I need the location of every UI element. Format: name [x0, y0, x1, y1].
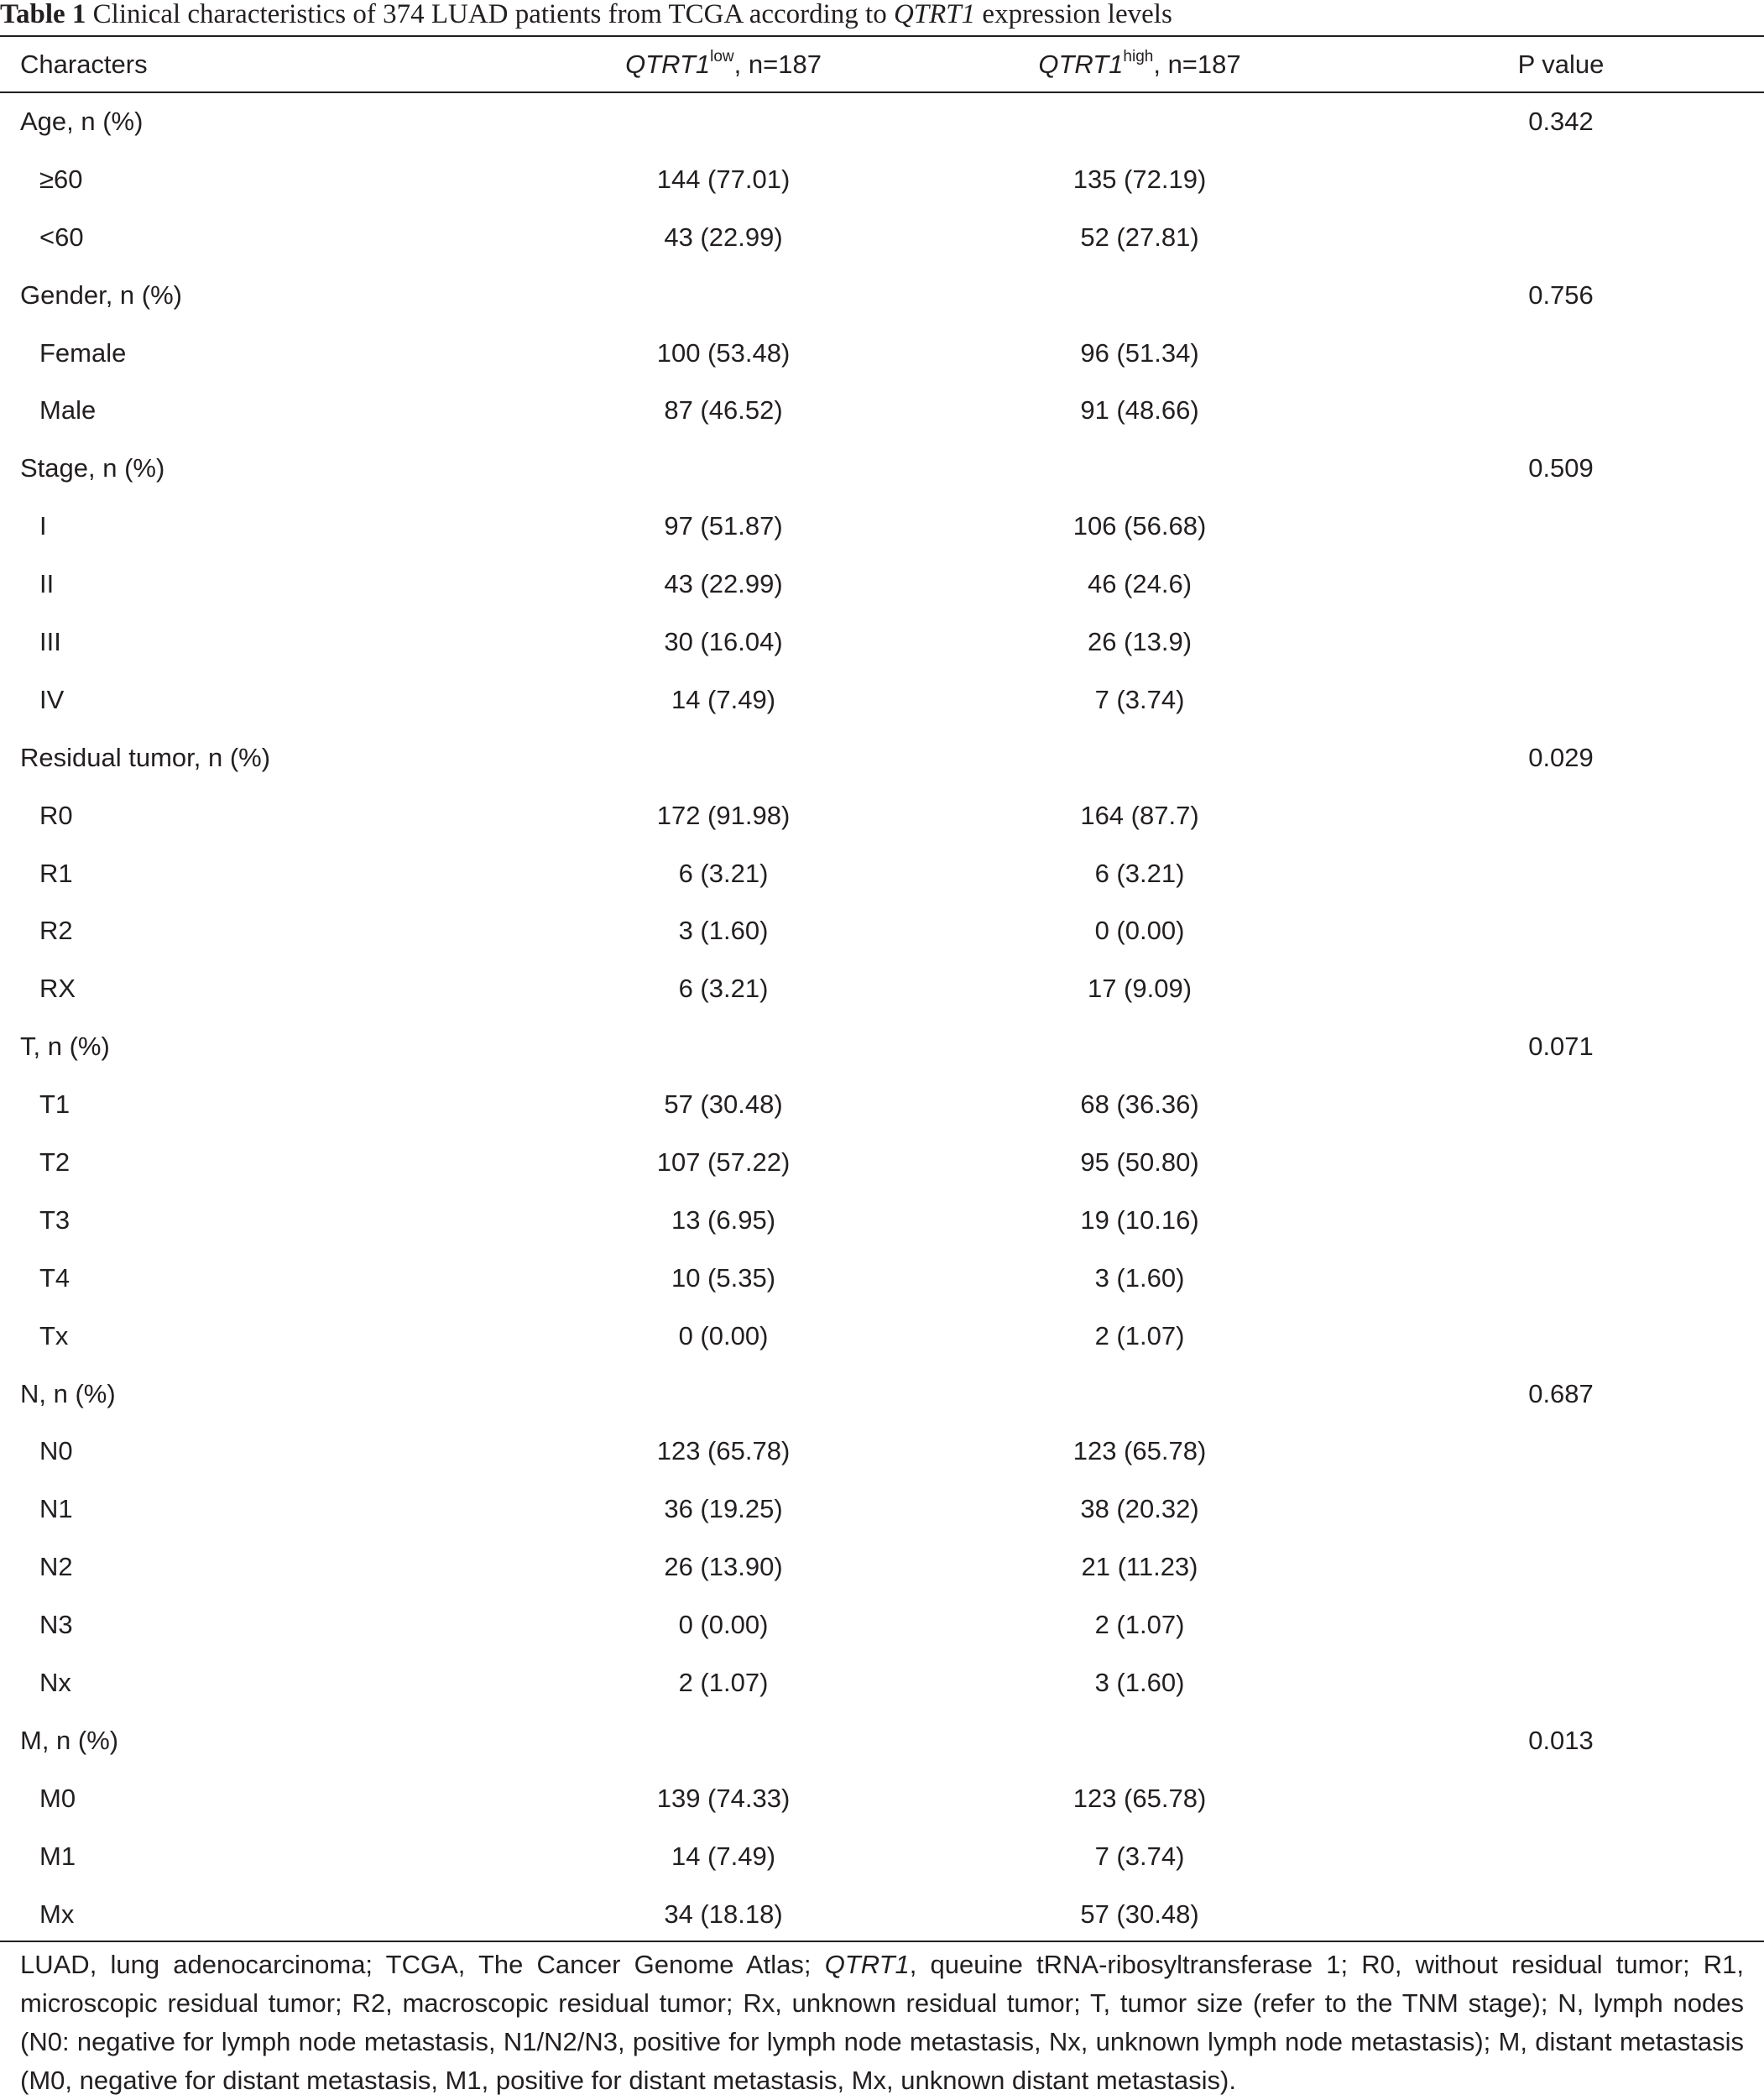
- cell-p-value: [1427, 1250, 1695, 1308]
- cell-qtrt1-low: 14 (7.49): [671, 684, 776, 714]
- cell-characteristic: M1: [39, 1841, 76, 1871]
- cell-p-value: [1427, 1134, 1695, 1192]
- cell-characteristic: I: [39, 511, 47, 541]
- cell-p-value: [1427, 845, 1695, 903]
- cell-qtrt1-high: 7 (3.74): [1094, 1841, 1185, 1871]
- cell-qtrt1-high: [997, 440, 1282, 498]
- cell-characteristic: Tx: [39, 1320, 69, 1350]
- cell-qtrt1-low: 139 (74.33): [656, 1783, 791, 1813]
- cell-p-value: [1427, 209, 1695, 267]
- table-row: [0, 325, 1764, 383]
- caption-gene: QTRT1: [893, 0, 976, 29]
- table-group-row: [0, 1712, 1764, 1770]
- footnote-part1: LUAD, lung adenocarcinoma; TCGA, The Cancer Genome Atlas;: [20, 1950, 825, 1979]
- cell-qtrt1-low: 0 (0.00): [678, 1320, 769, 1350]
- cell-characteristic: R2: [39, 916, 73, 946]
- cell-qtrt1-low: 87 (46.52): [664, 395, 783, 426]
- cell-qtrt1-high: 57 (30.48): [1080, 1899, 1199, 1929]
- cell-p-value: 0.756: [1528, 279, 1594, 310]
- cell-qtrt1-high: [997, 1018, 1282, 1076]
- table-row: [0, 614, 1764, 671]
- cell-qtrt1-high: 3 (1.60): [1094, 1262, 1185, 1293]
- cell-characteristic: N3: [39, 1610, 73, 1640]
- cell-p-value: 0.687: [1528, 1378, 1594, 1408]
- cell-qtrt1-high: 7 (3.74): [1094, 684, 1185, 714]
- cell-p-value: [1427, 1828, 1695, 1886]
- cell-p-value: [1427, 1308, 1695, 1366]
- cell-p-value: [1427, 902, 1695, 960]
- header-qtrt1-low: [581, 37, 866, 91]
- cell-p-value: [1427, 1481, 1695, 1538]
- cell-characteristic: Stage, n (%): [20, 453, 165, 483]
- header-low-n: , n=187: [733, 50, 822, 79]
- cell-characteristic: Age, n (%): [20, 107, 144, 136]
- footnote-gene: QTRT1: [824, 1950, 910, 1979]
- cell-qtrt1-low: 172 (91.98): [656, 800, 791, 830]
- header-low-gene: QTRT1: [625, 50, 711, 79]
- table-row: [0, 556, 1764, 614]
- cell-qtrt1-low: 57 (30.48): [664, 1089, 783, 1120]
- table-body: [0, 93, 1764, 1944]
- cell-qtrt1-low: 2 (1.07): [678, 1668, 769, 1698]
- cell-qtrt1-high: 123 (65.78): [1072, 1436, 1207, 1466]
- cell-characteristic: M0: [39, 1783, 76, 1813]
- cell-qtrt1-low: [581, 267, 866, 325]
- cell-qtrt1-high: 17 (9.09): [1087, 974, 1193, 1004]
- table-row: [0, 1134, 1764, 1192]
- cell-qtrt1-high: 6 (3.21): [1094, 858, 1185, 888]
- cell-characteristic: III: [39, 627, 61, 657]
- table-group-row: [0, 93, 1764, 151]
- table-row: [0, 960, 1764, 1018]
- cell-qtrt1-low: 14 (7.49): [671, 1841, 776, 1871]
- header-qtrt1-high: [997, 37, 1282, 91]
- header-low-sup: low: [710, 47, 734, 65]
- cell-qtrt1-high: 0 (0.00): [1094, 916, 1185, 946]
- cell-qtrt1-high: [997, 729, 1282, 787]
- footnote-part2: , queuine tRNA-ribosyltransferase 1; R0, without residual tumor; R1, microscopic residual tumor; R2, macroscopic residual tumor; Rx, unknown residual tumor; T, tumor size (refer to the TNM stage); N, lymph nodes (N0: negative for lymph node metastasis, N1/N2/N3, positive for lymph node metastasis, Nx, unknown lymph node metastasis); M, distant metastasis (M0, negative for distant metastasis, M1, positive for distant metastasis, Mx, unknown distant metastasis).: [20, 1950, 1744, 2095]
- cell-p-value: [1427, 1886, 1695, 1944]
- cell-qtrt1-low: [581, 93, 866, 151]
- table-row: [0, 1828, 1764, 1886]
- cell-characteristic: II: [39, 569, 55, 599]
- cell-p-value: 0.029: [1528, 742, 1594, 772]
- cell-characteristic: N2: [39, 1552, 73, 1582]
- table-row: [0, 1886, 1764, 1944]
- table-row: [0, 1481, 1764, 1538]
- cell-p-value: 0.342: [1528, 107, 1594, 136]
- cell-p-value: [1427, 1770, 1695, 1828]
- cell-qtrt1-high: 21 (11.23): [1081, 1552, 1198, 1582]
- cell-qtrt1-high: [997, 267, 1282, 325]
- table-row: [0, 209, 1764, 267]
- cell-qtrt1-low: 6 (3.21): [678, 974, 769, 1004]
- cell-p-value: [1427, 960, 1695, 1018]
- cell-qtrt1-high: 2 (1.07): [1094, 1610, 1185, 1640]
- cell-characteristic: RX: [39, 974, 76, 1004]
- header-high-gene: QTRT1: [1038, 50, 1124, 79]
- cell-qtrt1-high: 135 (72.19): [1072, 164, 1207, 194]
- cell-qtrt1-low: 43 (22.99): [664, 222, 783, 252]
- cell-p-value: 0.071: [1528, 1032, 1594, 1062]
- cell-characteristic: <60: [39, 222, 84, 252]
- cell-qtrt1-low: 6 (3.21): [678, 858, 769, 888]
- cell-characteristic: Female: [39, 337, 127, 368]
- table-row: [0, 1770, 1764, 1828]
- table-row: [0, 382, 1764, 440]
- cell-characteristic: T4: [39, 1262, 70, 1293]
- cell-p-value: 0.013: [1528, 1725, 1594, 1755]
- table-bottom-rule: [0, 1941, 1764, 1942]
- cell-p-value: [1427, 1076, 1695, 1134]
- caption-text-after: expression levels: [982, 0, 1172, 29]
- table-group-row: [0, 729, 1764, 787]
- table-group-row: [0, 440, 1764, 498]
- cell-qtrt1-high: 19 (10.16): [1080, 1204, 1199, 1235]
- cell-qtrt1-low: 34 (18.18): [664, 1899, 783, 1929]
- table-group-row: [0, 267, 1764, 325]
- table-caption: [0, 0, 1764, 32]
- header-high-sup: high: [1123, 47, 1154, 65]
- cell-qtrt1-high: 96 (51.34): [1080, 337, 1199, 368]
- cell-qtrt1-high: 52 (27.81): [1080, 222, 1199, 252]
- cell-characteristic: N, n (%): [20, 1378, 116, 1408]
- table-group-row: [0, 1366, 1764, 1424]
- cell-qtrt1-low: 26 (13.90): [664, 1552, 783, 1582]
- table-header-row: [0, 37, 1764, 91]
- cell-characteristic: T, n (%): [20, 1032, 110, 1062]
- cell-characteristic: R0: [39, 800, 73, 830]
- cell-qtrt1-low: 10 (5.35): [671, 1262, 776, 1293]
- cell-qtrt1-low: [581, 1712, 866, 1770]
- header-characters: Characters: [20, 50, 148, 79]
- cell-qtrt1-low: 3 (1.60): [678, 916, 769, 946]
- table-group-row: [0, 1018, 1764, 1076]
- cell-p-value: [1427, 787, 1695, 845]
- cell-characteristic: Residual tumor, n (%): [20, 742, 271, 772]
- cell-p-value: [1427, 382, 1695, 440]
- cell-qtrt1-high: [997, 93, 1282, 151]
- cell-qtrt1-high: 3 (1.60): [1094, 1668, 1185, 1698]
- cell-qtrt1-low: 107 (57.22): [656, 1147, 791, 1178]
- table-row: [0, 787, 1764, 845]
- cell-p-value: [1427, 1423, 1695, 1481]
- table-row: [0, 1596, 1764, 1654]
- cell-qtrt1-high: 38 (20.32): [1080, 1494, 1199, 1524]
- table-row: [0, 1423, 1764, 1481]
- cell-p-value: [1427, 498, 1695, 556]
- cell-qtrt1-low: 30 (16.04): [664, 627, 783, 657]
- cell-qtrt1-low: 43 (22.99): [664, 569, 783, 599]
- cell-qtrt1-low: 97 (51.87): [664, 511, 783, 541]
- caption-text-before: Clinical characteristics of 374 LUAD patients from TCGA according to: [92, 0, 887, 29]
- cell-qtrt1-low: 13 (6.95): [671, 1204, 776, 1235]
- cell-qtrt1-low: [581, 1366, 866, 1424]
- cell-qtrt1-low: 0 (0.00): [678, 1610, 769, 1640]
- cell-p-value: [1427, 1596, 1695, 1654]
- cell-qtrt1-high: 26 (13.9): [1087, 627, 1193, 657]
- cell-qtrt1-high: 68 (36.36): [1080, 1089, 1199, 1120]
- cell-characteristic: T3: [39, 1204, 70, 1235]
- table-row: [0, 151, 1764, 209]
- cell-qtrt1-low: [581, 729, 866, 787]
- header-high-n: , n=187: [1153, 50, 1241, 79]
- cell-qtrt1-low: 100 (53.48): [656, 337, 791, 368]
- table-row: [0, 498, 1764, 556]
- table-row: [0, 1538, 1764, 1596]
- table-row: [0, 1250, 1764, 1308]
- table-row: [0, 1308, 1764, 1366]
- cell-qtrt1-high: 46 (24.6): [1087, 569, 1193, 599]
- cell-characteristic: IV: [39, 684, 65, 714]
- cell-qtrt1-low: 123 (65.78): [656, 1436, 791, 1466]
- table-row: [0, 671, 1764, 729]
- cell-characteristic: R1: [39, 858, 73, 888]
- cell-p-value: [1427, 325, 1695, 383]
- cell-qtrt1-low: 36 (19.25): [664, 1494, 783, 1524]
- cell-p-value: [1427, 614, 1695, 671]
- cell-qtrt1-high: 95 (50.80): [1080, 1147, 1199, 1178]
- cell-characteristic: ≥60: [39, 164, 83, 194]
- table-row: [0, 845, 1764, 903]
- cell-p-value: [1427, 671, 1695, 729]
- cell-characteristic: N1: [39, 1494, 73, 1524]
- cell-characteristic: M, n (%): [20, 1725, 119, 1755]
- cell-qtrt1-low: [581, 440, 866, 498]
- cell-p-value: [1427, 556, 1695, 614]
- cell-p-value: [1427, 1192, 1695, 1250]
- cell-qtrt1-high: 2 (1.07): [1094, 1320, 1185, 1350]
- cell-p-value: [1427, 151, 1695, 209]
- cell-qtrt1-high: 123 (65.78): [1072, 1783, 1207, 1813]
- cell-p-value: 0.509: [1528, 453, 1594, 483]
- cell-characteristic: N0: [39, 1436, 73, 1466]
- table-row: [0, 902, 1764, 960]
- table-footnote: [20, 1946, 1744, 2100]
- table-row: [0, 1192, 1764, 1250]
- cell-qtrt1-low: 144 (77.01): [656, 164, 791, 194]
- cell-characteristic: Male: [39, 395, 97, 426]
- cell-qtrt1-high: [997, 1712, 1282, 1770]
- cell-p-value: [1427, 1538, 1695, 1596]
- cell-qtrt1-low: [581, 1018, 866, 1076]
- table-row: [0, 1654, 1764, 1712]
- cell-qtrt1-high: [997, 1366, 1282, 1424]
- cell-characteristic: Gender, n (%): [20, 279, 182, 310]
- cell-characteristic: T1: [39, 1089, 70, 1120]
- cell-characteristic: Mx: [39, 1899, 75, 1929]
- cell-characteristic: Nx: [39, 1668, 71, 1698]
- table-row: [0, 1076, 1764, 1134]
- cell-characteristic: T2: [39, 1147, 70, 1178]
- table-label: Table 1: [0, 0, 86, 29]
- cell-qtrt1-high: 106 (56.68): [1072, 511, 1207, 541]
- cell-qtrt1-high: 91 (48.66): [1080, 395, 1199, 426]
- cell-p-value: [1427, 1654, 1695, 1712]
- cell-qtrt1-high: 164 (87.7): [1080, 800, 1199, 830]
- header-p-value: P value: [1517, 50, 1605, 79]
